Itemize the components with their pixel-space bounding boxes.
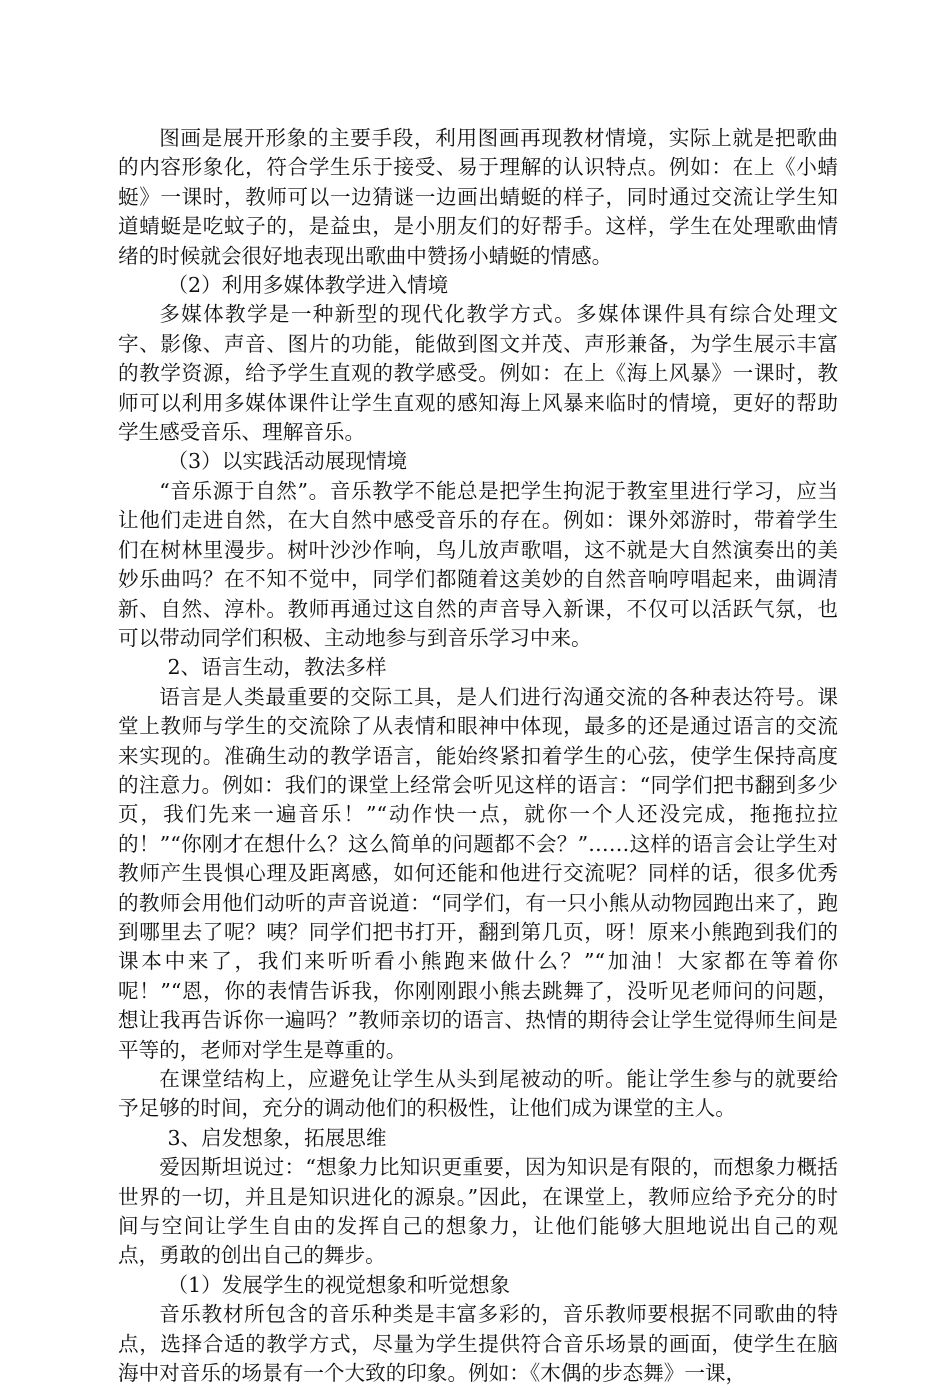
- heading-imagination: 3、启发想象，拓展思维: [167, 1125, 387, 1150]
- heading-visual-auditory: （1）发展学生的视觉想象和听觉想象: [167, 1272, 511, 1297]
- document-page: [118, 124, 838, 1388]
- paragraph-language: 语言是人类最重要的交际工具，是人们进行沟通交流的各种表达符号。课堂上教师与学生的交流除了从表情和眼神中体现，最多的还是通过语言的交流来实现的。准确生动的教学语言，能始终紧扣着学生的心弦，使学生保持高度的注意力。例如：我们的课堂上经常会听见这样的语言：“同学们把书翻到多少页，我们先来一遍音乐！”“动作快一点，就你一个人还没完成，拖拖拉拉的！”“你刚才在想什么？这么简单的问题都不会？”……这样的语言会让学生对教师产生畏惧心理及距离感，如何还能和他进行交流呢？同样的话，很多优秀的教师会用他们动听的声音说道：“同学们，有一只小熊从动物园跑出来了，跑到哪里去了呢？咦？同学们把书打开，翻到第几页，呀！原来小熊跑到我们的课本中来了，我们来听听看小熊跑来做什么？”“加油！大家都在等着你呢！”“恩，你的表情告诉我，你刚刚跟小熊去跳舞了，没听见老师问的问题，想让我再告诉你一遍吗？”教师亲切的语言、热情的期待会让学生觉得师生间是平等的，老师对学生是尊重的。: [118, 684, 838, 1062]
- paragraph-einstein: 爱因斯坦说过：“想象力比知识更重要，因为知识是有限的，而想象力概括世界的一切，并且是知识进化的源泉。”因此，在课堂上，教师应给予充分的时间与空间让学生自由的发挥自己的想象力，让他们能够大胆地说出自己的观点，勇敢的创出自己的舞步。: [118, 1155, 838, 1268]
- heading-vivid-language: 2、语言生动，教法多样: [167, 655, 387, 680]
- paragraph-multimedia: 多媒体教学是一种新型的现代化教学方式。多媒体课件具有综合处理文字、影像、声音、图片的功能，能做到图文并茂、声形兼备，为学生展示丰富的教学资源，给予学生直观的教学感受。例如：在上《海上风暴》一课时，教师可以利用多媒体课件让学生直观的感知海上风暴来临时的情境，更好的帮助学生感受音乐、理解音乐。: [118, 302, 838, 445]
- paragraph-music-types: 音乐教材所包含的音乐种类是丰富多彩的，音乐教师要根据不同歌曲的特点，选择合适的教学方式，尽量为学生提供符合音乐场景的画面，使学生在脑海中对音乐的场景有一个大致的印象。例如：《木偶的步态舞》一课，: [118, 1302, 838, 1386]
- heading-practice-activity: （3）以实践活动展现情境: [167, 449, 408, 474]
- paragraph-picture-teaching: 图画是展开形象的主要手段，利用图画再现教材情境，实际上就是把歌曲的内容形象化，符合学生乐于接受、易于理解的认识特点。例如：在上《小蜻蜓》一课时，教师可以一边猜谜一边画出蜻蜓的样子，同时通过交流让学生知道蜻蜓是吃蚊子的，是益虫，是小朋友们的好帮手。这样，学生在处理歌曲情绪的时候就会很好地表现出歌曲中赞扬小蜻蜓的情感。: [118, 126, 838, 268]
- paragraph-classroom-structure: 在课堂结构上，应避免让学生从头到尾被动的听。能让学生参与的就要给予足够的时间，充分的调动他们的积极性，让他们成为课堂的主人。: [118, 1067, 838, 1121]
- paragraph-nature-music: “音乐源于自然”。音乐教学不能总是把学生拘泥于教室里进行学习，应当让他们走进自然，在大自然中感受音乐的存在。例如：课外郊游时，带着学生们在树林里漫步。树叶沙沙作响，鸟儿放声歌唱，这不就是大自然演奏出的美妙乐曲吗？在不知不觉中，同学们都随着这美妙的自然音响哼唱起来，曲调清新、自然、淳朴。教师再通过这自然的声音导入新课，不仅可以活跃气氛，也可以带动同学们积极、主动地参与到音乐学习中来。: [118, 478, 838, 650]
- heading-multimedia: （2）利用多媒体教学进入情境: [167, 273, 449, 298]
